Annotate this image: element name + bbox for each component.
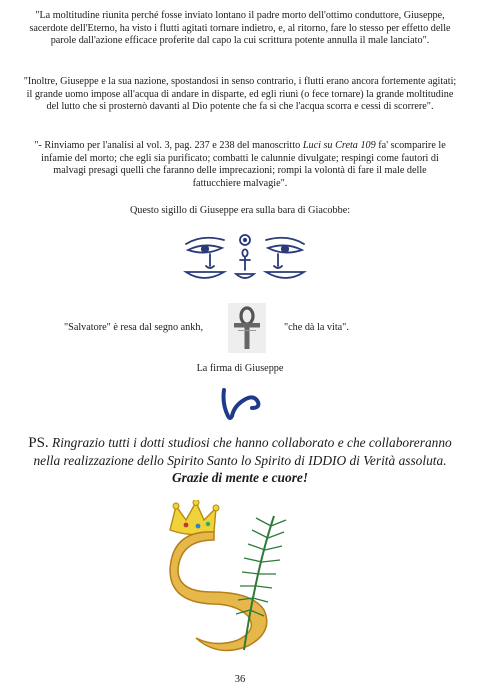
joseph-signature-glyph (216, 384, 266, 424)
crowned-serpent-emblem (156, 500, 316, 660)
ps-line-2: nella realizzazione dello Spirito Santo lo Spirito di IDDIO di Verità assoluta. (33, 453, 447, 468)
signature-caption: La firma di Giuseppe (196, 363, 284, 374)
p3-text: fa' scomparire le infamie del morto; che egli sia purificato; combatti le calunnie divulgate; respingi come fautori di malvagi presagi quelli che faranno delle imprecazioni; rompi la volontà di fare il male delle fattucchiere malvagie". (41, 140, 446, 189)
seal-caption: Questo sigillo di Giuseppe era sulla bara di Giacobbe: (129, 205, 351, 216)
ps-note (0, 434, 480, 486)
p3-intro: "- Rinviamo per l'analisi al vol. 3, pag. 237 e 238 del manoscritto (34, 140, 303, 151)
ps-label: PS. (28, 435, 49, 451)
ps-line-3: Grazie di mente e cuore! (171, 470, 309, 485)
crown-icon (170, 500, 219, 535)
serpent-s-shape (170, 532, 267, 651)
manuscript-title: Luci su Creta 109 (302, 140, 376, 151)
quote-paragraph-2: "Inoltre, Giuseppe e la sua nazione, spostandosi in senso contrario, i flutti erano ancora fortemente agitati; il grande uomo impose all'acqua di andare in disparte, ed egli riunì (o fece tornare) la grande moltitudine del lutto che si prosternò davanti al Dio potente che fa sì che l'acqua scorra e cessi di scorrere". (23, 76, 457, 113)
quote-paragraph-3 (34, 140, 446, 190)
ankh-caption-left: "Salvatore" è resa dal segno ankh, (64, 322, 204, 333)
quote-paragraph-1: "La moltitudine riunita perché fosse inviato lontano il padre morto dell'ottimo conduttore, Giuseppe, sacerdote dell'Eterno, ha visto i flutti agitati tornare indietro, e, al ritorno, fare lo stesso per effetto delle parole dall'azione efficace proferite dal capo la cui scrittura potente annulla il male lanciato". (29, 10, 451, 47)
ankh-caption-right: "che dà la vita". (284, 322, 349, 333)
page-number: 36 (234, 674, 246, 685)
ps-line-1: PS. Ringrazio tutti i dotti studiosi che hanno collaborato e che collaboreranno (28, 435, 452, 451)
joseph-seal-glyphs (180, 226, 310, 288)
ankh-amulet-image (228, 303, 266, 353)
